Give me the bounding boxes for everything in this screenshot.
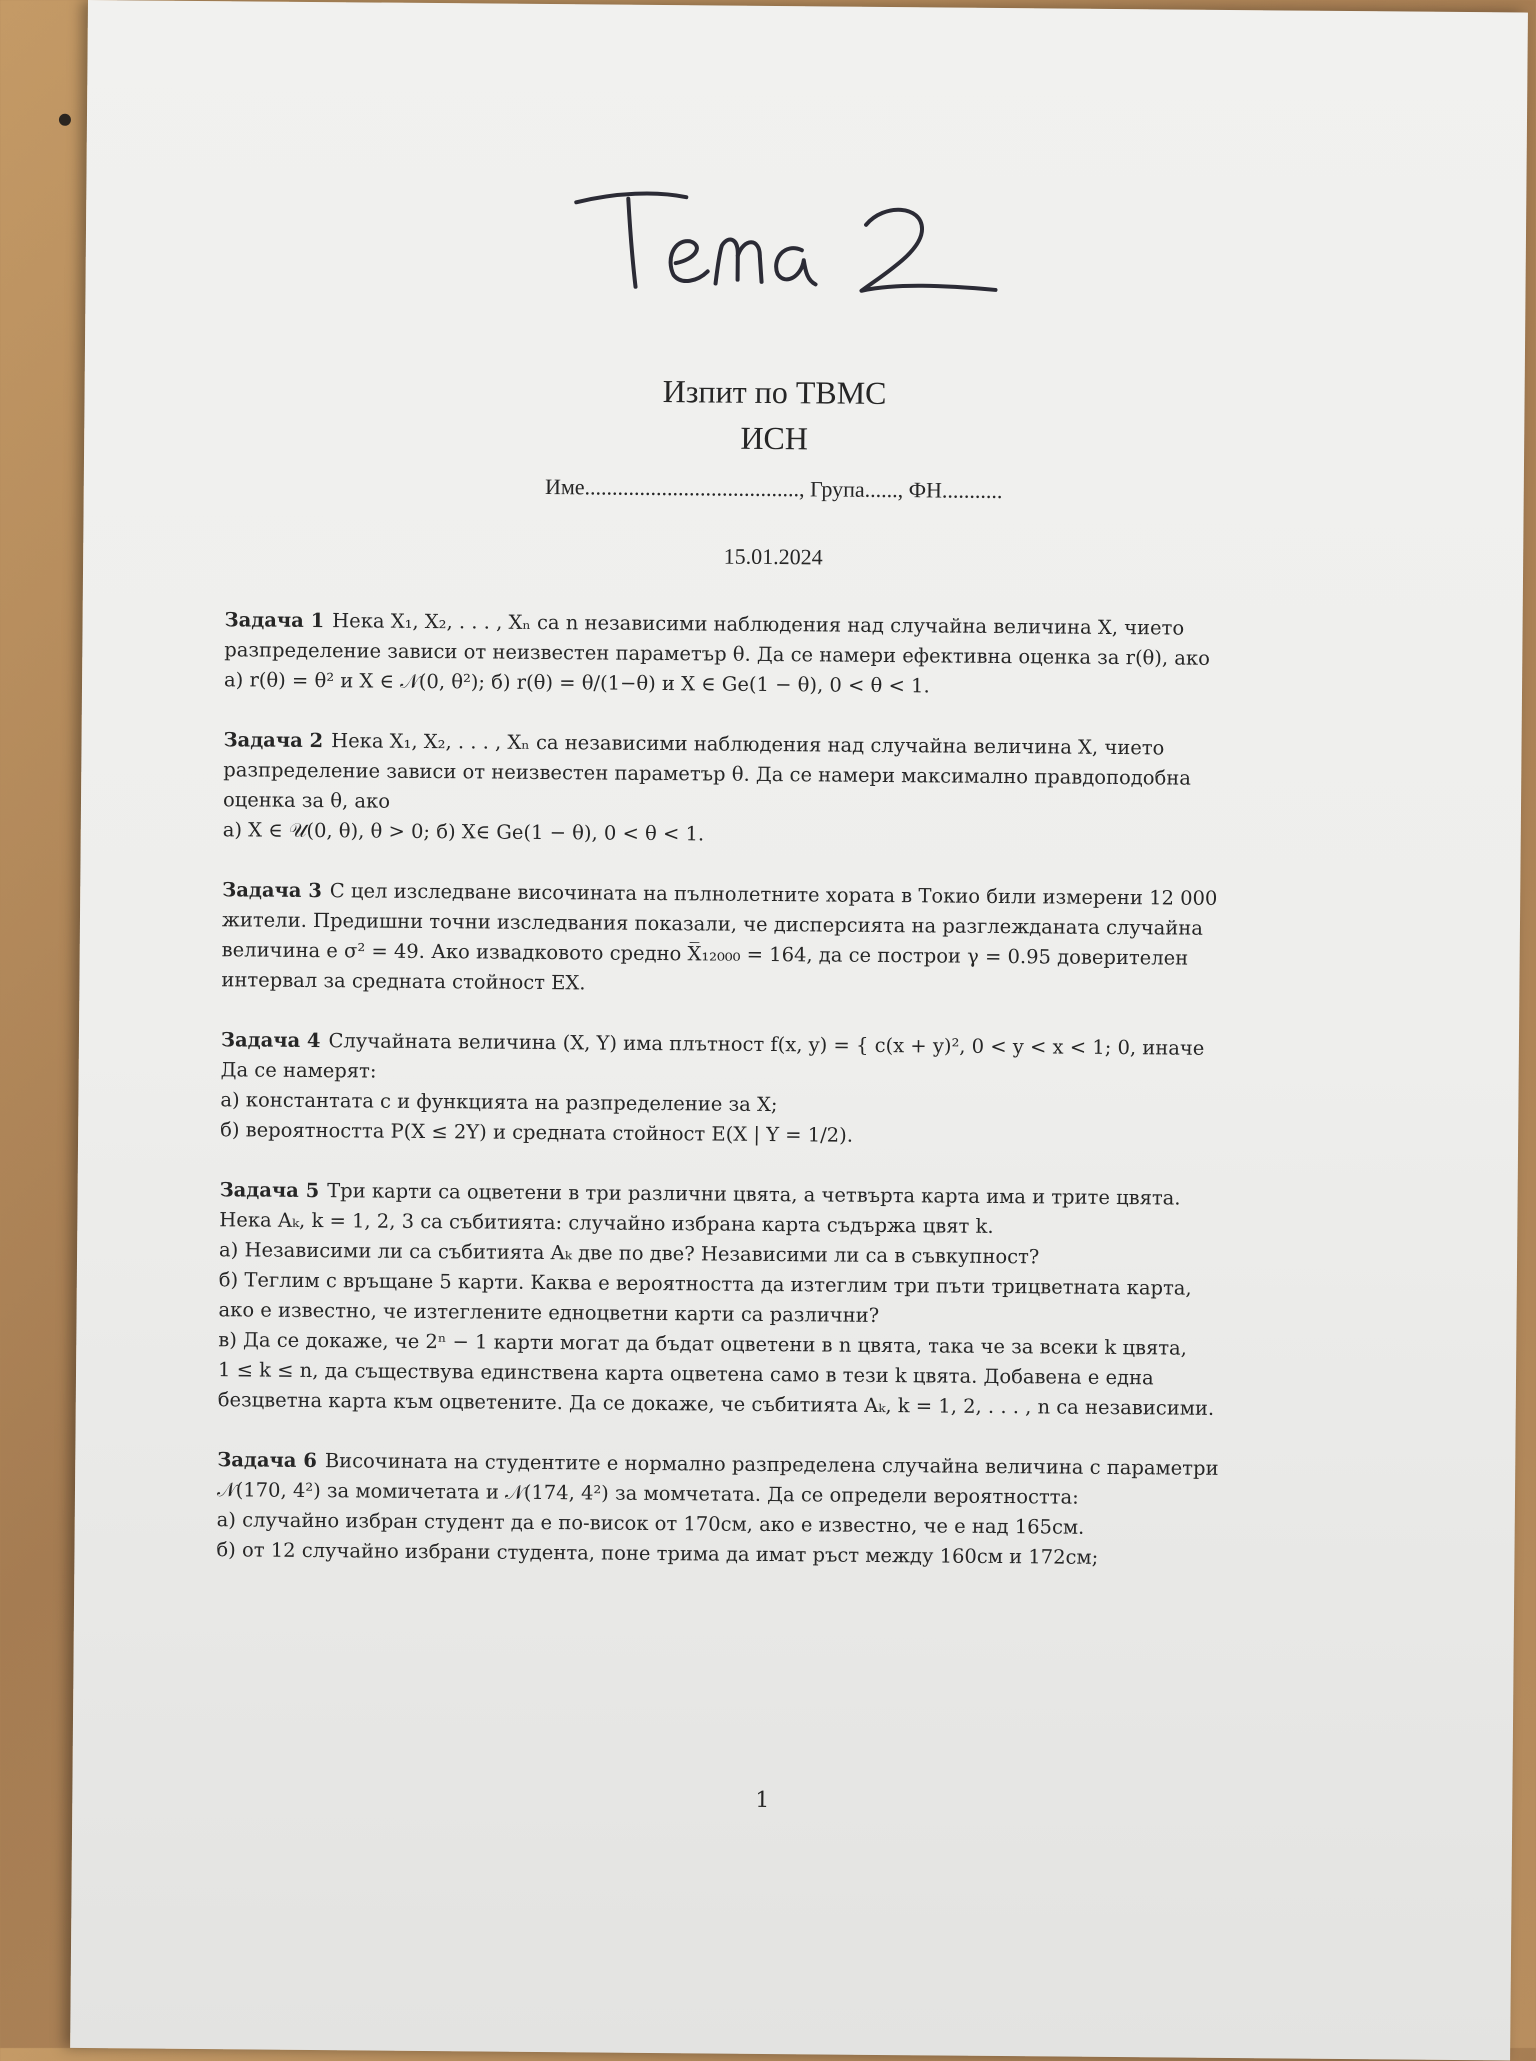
problem-list	[216, 605, 1405, 1605]
problem-line: а) Независими ли са събитията Aₖ две по две? Независими ли са в съвкупност?	[218, 1238, 1040, 1269]
handwritten-topic-drawing	[565, 174, 1026, 318]
problem-line: оценка за θ, ако	[222, 788, 391, 813]
exam-title: Изпит по ТВМС	[662, 373, 887, 411]
problem-title: Задача 1	[224, 608, 325, 633]
problem-line: жители. Предишни точни изследвания показали, че дисперсията на разглежданата случайна	[221, 908, 1204, 940]
problem-line: Три карти са оцветени в три различни цвята, а четвърта карта има и трите цвята.	[327, 1179, 1181, 1210]
problem-line: величина е σ² = 49. Ако извадковото средно X̅₁₂₀₀₀ = 164, да се построи γ = 0.95 доверителен	[221, 938, 1189, 970]
program-name: ИСН	[740, 419, 809, 457]
problem-line: С цел изследване височината на пълнолетните хората в Токио били измерени 12 000	[329, 879, 1218, 910]
problem-title: Задача 4	[220, 1028, 321, 1053]
problem-line: Нека Aₖ, k = 1, 2, 3 са събитията: случайно избрана карта съдържа цвят k.	[219, 1208, 994, 1238]
problem-line: интервал за средната стойност EX.	[221, 968, 586, 995]
problem-line: разпределение зависи от неизвестен параметър θ. Да се намери максимално правдоподобна	[223, 758, 1192, 790]
problem-line: б) вероятността P(X ≤ 2Y) и средната стойност E(X | Y = 1/2).	[220, 1118, 854, 1147]
problem-line: Височината на студентите е нормално разпределена случайна величина с параметри	[324, 1449, 1219, 1480]
problem-line: б) Теглим с връщане 5 карти. Каква е вероятността да изтеглим три пъти трицветната карта,	[218, 1268, 1192, 1300]
problem-line: Да се намерят:	[220, 1058, 377, 1083]
problem-line: а) r(θ) = θ² и X ∈ 𝒩(0, θ²); б) r(θ) = θ/(1−θ) и X ∈ Ge(1 − θ), 0 < θ < 1.	[223, 668, 930, 698]
problem-line: б) от 12 случайно избрани студента, поне трима да имат ръст между 160см и 172см;	[216, 1538, 1099, 1569]
problem-line: 𝒩(170, 4²) за момичетата и 𝒩(174, 4²) за момчетата. Да се определи вероятността:	[216, 1478, 1079, 1509]
exam-sheet	[70, 0, 1528, 2060]
problem-3	[221, 875, 1402, 1005]
exam-date: 15.01.2024	[723, 543, 823, 570]
problem-line: в) Да се докаже, че 2ⁿ − 1 карти могат да бъдат оцветени в n цвята, така че за всеки k цвята,	[218, 1328, 1188, 1360]
page-number: 1	[755, 1787, 770, 1814]
problem-5	[218, 1175, 1400, 1425]
problem-2	[223, 725, 1404, 855]
problem-line: разпределение зависи от неизвестен параметър θ. Да се намери ефективна оценка за r(θ), ако	[224, 638, 1211, 670]
problem-line: безцветна карта към оцветените. Да се докаже, че събитията Aₖ, k = 1, 2, . . . , n са независими.	[217, 1388, 1215, 1420]
problem-line: а) случайно избран студент да е по-висок от 170см, ако е известно, че е над 165см.	[216, 1508, 1085, 1539]
student-info-fields: Име......................................., Група......, ФН...........	[544, 474, 1003, 503]
problem-title: Задача 2	[223, 728, 324, 753]
problem-line: ако е известно, че изтеглените едноцветни карти са различни?	[218, 1298, 880, 1327]
problem-title: Задача 3	[222, 878, 322, 903]
problem-line: а) константата c и функцията на разпределение за X;	[220, 1088, 778, 1117]
problem-title: Задача 6	[217, 1448, 317, 1473]
problem-line: 1 ≤ k ≤ n, да съществува единствена карта оцветена само в тези k цвята. Добавена е една	[217, 1358, 1154, 1390]
problem-4	[220, 1025, 1401, 1155]
problem-line: Случайната величина (X, Y) има плътност f(x, y) = { c(x + y)², 0 < y < x < 1; 0, иначе	[328, 1029, 1205, 1060]
handwritten-topic	[565, 174, 1026, 318]
problem-line: Нека X₁, X₂, . . . , Xₙ са независими наблюдения над случайна величина X, чието	[331, 729, 1165, 760]
problem-6	[216, 1445, 1397, 1575]
punch-hole	[59, 114, 71, 126]
problem-1	[224, 605, 1405, 705]
problem-line: Нека X₁, X₂, . . . , Xₙ са n независими наблюдения над случайна величина X, чието	[332, 609, 1185, 640]
problem-title: Задача 5	[219, 1178, 320, 1203]
problem-line: а) X ∈ 𝒰(0, θ), θ > 0; б) X∈ Ge(1 − θ), 0 < θ < 1.	[222, 818, 705, 846]
